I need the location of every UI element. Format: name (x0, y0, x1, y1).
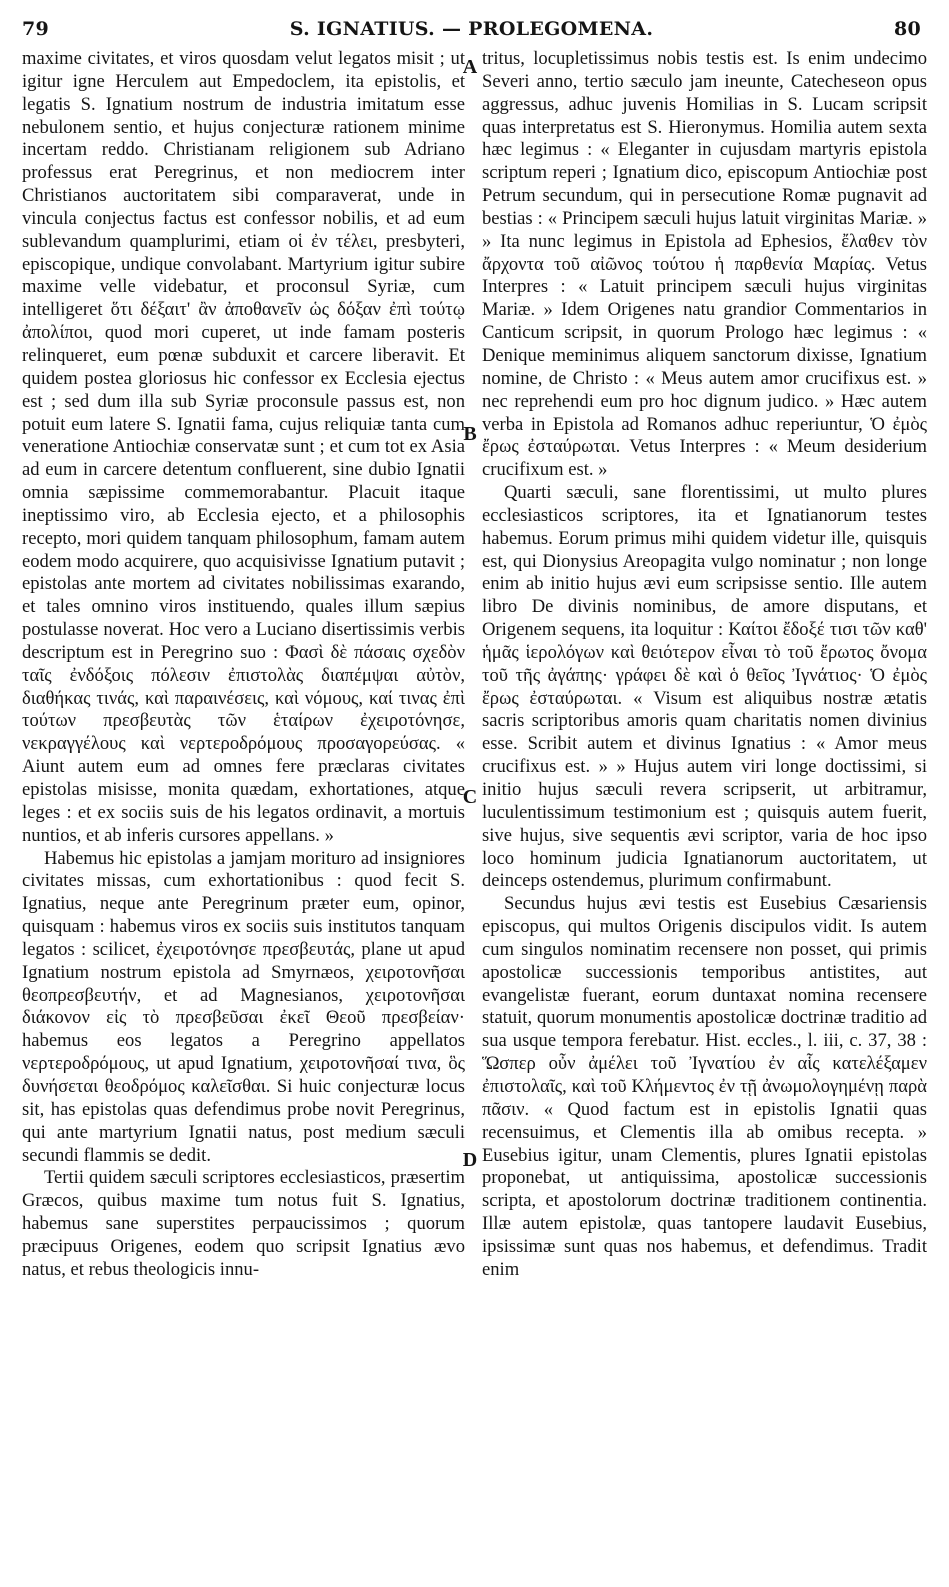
right-paragraph-1: tritus, locupletissimus nobis testis est. Is enim undecimo Severi anno, tertio sæculo jam ineunte, Catecheseon opus aggressus, adhuc juvenis Homilias in S. Lucam scripsit quas interpretatus est S. Hieronymus. Homilia autem sexta hæc legimus : « Eleganter in cujusdam martyris epistola scriptum reperi ; Ignatium dico, episcopum Antiochiæ post Petrum secundum, qui in persecutione Romæ pugnavit ad bestias : « Principem sæculi hujus latuit virginitas Mariæ. » » Ita nunc legimus in Epistola ad Ephesios, ἔλαθεν τὸν ἄρχοντα τοῦ αἰῶνος τούτου ἡ παρθενία Μαρίας. Vetus Interpres : « Latuit principem sæculi hujus virginitas Mariæ. » Idem Origenes natu grandior Commentarios in Canticum scripsit, in quorum Prologo hæc legimus : « Denique meminimus aliquem sanctorum dixisse, Ignatium nomine, de Christo : « Meus autem amor crucifixus est. » nec reprehendi eum pro hoc dignum judico. » Hæc autem verba in Epistola ad Romanos adhuc reperiuntur, Ὁ ἐμὸς ἔρως ἐσταύρωται. Vetus Interpres : « Meum desiderium crucifixum est. » (482, 48, 927, 481)
left-column (22, 48, 465, 1574)
left-paragraph-3: Tertii quidem sæculi scriptores ecclesiasticos, præsertim Græcos, quibus maxime tum notus fuit S. Ignatius, habemus sane superstites perpaucissimos ; quorum præcipuus Origenes, eodem quo scripsit Ignatius ævo natus, et rebus theologicis innu- (22, 1167, 465, 1280)
right-paragraph-2: Quarti sæculi, sane florentissimi, ut multo plures ecclesiasticos scriptores, ita et Ignatianorum testes habemus. Eorum primus mihi quidem videtur ille, quisquis est, qui Dionysius Areopagita vulgo nominatur ; non longe enim ab initio hujus ævi eum scripsisse sentio. Ille autem libro De divinis nominibus, de amore disputans, et Origenem sequens, ita loquitur : Καίτοι ἔδοξέ τισι τῶν καθ' ἡμᾶς ἱερολόγων καὶ θειότερον εἶναι τὸ τοῦ ἔρωτος ὄνομα τοῦ τῆς ἀγάπης· γράφει δὲ καὶ ὁ θεῖος Ἰγνάτιος· Ὁ ἐμὸς ἔρως ἐσταύρωται. « Visum est aliquibus nostræ ætatis sacris scriptoribus amoris quam charitatis nomen divinius esse. Scribit autem et divinus Ignatius : « Amor meus crucifixus est. » » Hujus autem viri longe doctissimi, si initio hujus sæculi revera scripserit, ut arbitramur, luculentissimum testimonium est ; quisquis autem fuerit, sive hujus, sive sequentis ævi scriptor, varia de hoc ipso loco hominum judicia Ignatianorum auctoritatem, ut deinceps ostendemus, plurimum confirmabunt. (482, 482, 927, 892)
running-title: S. IGNATIUS. — PROLEGOMENA. (289, 18, 654, 40)
margin-marker-c: C (462, 786, 478, 808)
right-paragraph-3: Secundus hujus ævi testis est Eusebius Cæsariensis episcopus, qui multos Origenis discipulos vidit. Is autem cum singulos nominatim recensere non posset, qui primis apostolicæ successionis temporibus antistites, aut evangelistæ fuerant, eorum duntaxat nomina recensere statuit, quorum monumentis apostolicæ doctrinæ traditio ad sua usque tempora ferebatur. Hist. eccles., l. iii, c. 37, 38 : Ὥσπερ οὖν ἀμέλει τοῦ Ἰγνατίου ἐν αἷς κατελέξαμεν ἐπιστολαῖς, καὶ τοῦ Κλήμεντος ἐν τῇ ἀνωμολογημένῃ παρὰ πᾶσιν. « Quod factum est in epistolis Ignatii quas recensuimus, et Clementis illa ab omibus recepta. » Eusebius igitur, unam Clementis, plures Ignatii epistolas proponebat, ut antiquissima, apostolicæ successionis scripta, et apostolorum doctrinæ traditionem continentia. Illæ autem epistolæ, quas tantopere laudavit Eusebius, ipsissimæ sunt quas nos habemus, et defendimus. Tradit enim (482, 893, 927, 1280)
page-number-right: 80 (893, 18, 921, 40)
right-column (482, 48, 927, 1574)
margin-marker-d: D (462, 1149, 478, 1171)
left-paragraph-1: maxime civitates, et viros quosdam velut legatos misit ; ut igitur igne Herculem aut Empedoclem, ita epistolis, et legatis S. Ignatium nostrum de industria imitatum esse nebulonem sentio, et hujus conjecturæ rationem minime incertam reddo. Christianam religionem sub Adriano professus erat Peregrinus, et non mediocrem inter Christianos auctoritatem sibi comparaverat, unde in vincula conjectus factus est confessor nobilis, et ad eum sublevandum quamplurimi, etiam οἱ ἐν τέλει, presbyteri, episcopique, undique convolabant. Martyrium igitur subire maxime velle videbatur, et proconsul Syriæ, cum intelligeret ὅτι δέξαιτ' ἂν ἀποθανεῖν ὡς δόξαν ἐπὶ τούτῳ ἀπολίποι, quod mori cuperet, ut inde famam posteris relinqueret, eum pœnæ subduxit et carcere liberavit. Et quidem postea gloriosus hic confessor ex Ecclesia ejectus est ; sed dum illa sub Syriæ proconsule passus est, non potuit eum latere S. Ignatii fama, cujus reliquiæ tanta cum veneratione Antiochiæ conservatæ sunt ; et cum tot ex Asia ad eum in carcere detentum confluerent, sine dubio Ignatii omnia sæpissime commemorabantur. Placuit itaque ineptissimo viro, ab Ecclesia ejecto, et a philosophis recepto, mori quidem tanquam philosophum, famam autem eodem modo acquirere, quo acquisivisse Ignatium putavit ; epistolas ante mortem ad civitates nobilissimas exarando, et tales omnino viros instituendo, quales illum sæpius postulasse noverat. Hoc vero a Luciano disertissimis verbis descriptum est in Peregrino suo : Φασὶ δὲ πάσαις σχεδὸν ταῖς ἐνδόξοις πόλεσιν ἐπιστολὰς διαπέμψαι αὐτὸν, διαθήκας τινάς, καὶ παραινέσεις, καὶ νόμους, καί τινας ἐπὶ τούτων πρεσβευτὰς τῶν ἑταίρων ἐχειροτόνησε, νεκραγγέλους καὶ νερτεροδρόμους προσαγορεύσας. « Aiunt autem eum ad omnes fere præclaras civitates epistolas misisse, monita quædam, exhortationes, atque leges : et ex sociis suis de his legatos ordinavit, a mortuis nuntios, et ab inferis cursores appellans. » (22, 48, 465, 846)
margin-marker-a: A (462, 56, 478, 78)
margin-marker-b: B (463, 423, 477, 445)
page-number-left: 79 (22, 18, 50, 40)
left-paragraph-2: Habemus hic epistolas a jamjam morituro ad insigniores civitates missas, cum exhortationibus : quod fecit S. Ignatius, neque ante Peregrinum præter eum, opinor, quisquam : habemus viros ex sociis suis institutos tanquam legatos : scilicet, ἐχειροτόνησε πρεσβευτάς, plane ut apud Ignatium nostrum epistola ad Smyrnæos, χειροτονῆσαι θεοπρεσβευτήν, et ad Magnesianos, χειροτονῆσαι διάκονον εἰς τὸ πρεσβεῦσαι ἐκεῖ Θεοῦ πρεσβείαν· habemus eos legatos a Peregrino appellatos νερτεροδρόμους, ut apud Ignatium, χειροτονῆσαί τινα, ὃς δυνήσεται θεοδρόμος καλεῖσθαι. Si huic conjecturæ locus sit, has epistolas quas defendimus probe novit Peregrinus, qui ante martyrium Ignatii natus, post medium sæculi secundi flammis se dedit. (22, 847, 465, 1166)
running-header (22, 14, 921, 44)
